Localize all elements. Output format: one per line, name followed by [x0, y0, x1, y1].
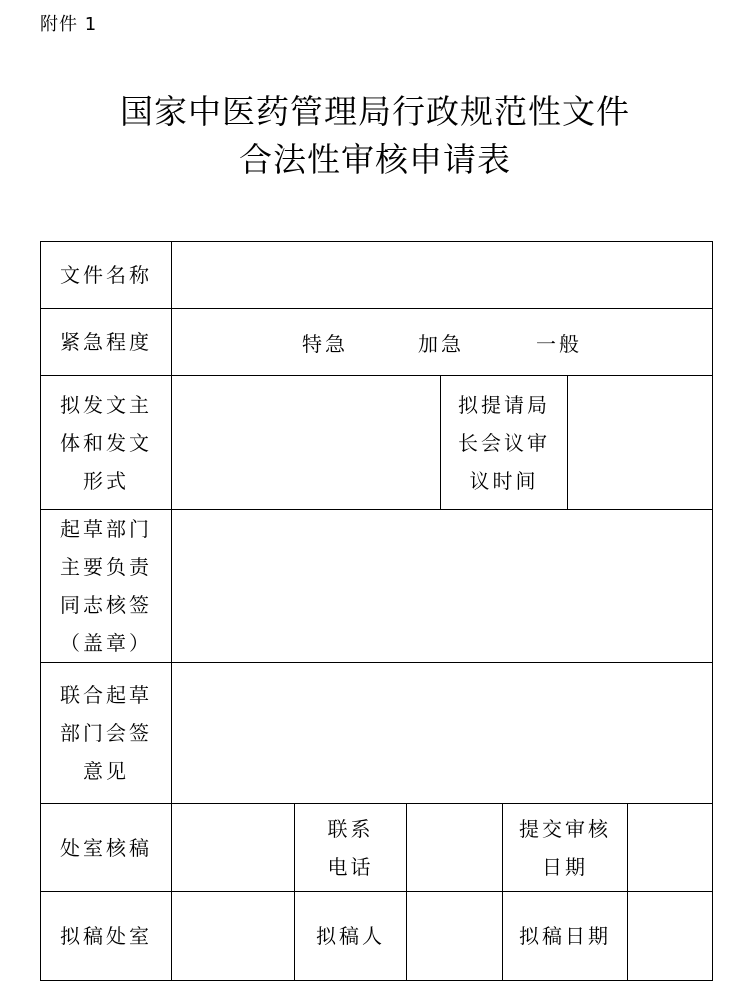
drafting-office-field[interactable]: [172, 892, 295, 981]
drafter-field[interactable]: [407, 892, 503, 981]
row-office-review: [41, 804, 713, 892]
file-name-field[interactable]: [172, 242, 713, 309]
dept-sign-label: 起草部门主要负责同志核签（盖章）: [60, 517, 152, 655]
file-name-label-cell: [41, 242, 172, 309]
row-dept-sign: [41, 510, 713, 663]
meeting-time-label-cell: [441, 376, 568, 510]
issuer-label-cell: [41, 376, 172, 510]
meeting-time-label: 拟提请局长会议审议时间: [458, 392, 550, 493]
dept-sign-label-cell: [41, 510, 172, 663]
joint-opinion-label: 联合起草部门会签意见: [60, 683, 152, 783]
contact-phone-label-cell: [295, 804, 407, 892]
drafting-office-label-cell: [41, 892, 172, 981]
contact-phone-field[interactable]: [407, 804, 503, 892]
row-joint-opinion: [41, 663, 713, 804]
dept-sign-field[interactable]: [172, 510, 713, 663]
submit-date-field[interactable]: [628, 804, 713, 892]
drafter-label-cell: [295, 892, 407, 981]
attachment-label: 附件 1: [40, 14, 98, 35]
draft-date-label: 拟稿日期: [519, 924, 611, 948]
office-review-label-cell: [41, 804, 172, 892]
urgency-options: [172, 309, 713, 376]
draft-date-label-cell: [503, 892, 628, 981]
submit-date-label-cell: [503, 804, 628, 892]
page-title: 国家中医药管理局行政规范性文件: [120, 92, 630, 131]
meeting-time-field[interactable]: [568, 376, 713, 510]
page-subtitle: 合法性审核申请表: [239, 140, 511, 179]
row-issuer: [41, 376, 713, 510]
row-file-name: [41, 242, 713, 309]
row-drafting-office: [41, 892, 713, 981]
joint-opinion-label-cell: [41, 663, 172, 804]
row-urgency: [41, 309, 713, 376]
urgency-option-normal[interactable]: 一般: [536, 331, 582, 356]
joint-opinion-field[interactable]: [172, 663, 713, 804]
urgency-option-urgent[interactable]: 加急: [418, 331, 464, 356]
urgency-option-extra-urgent[interactable]: 特急: [302, 331, 348, 356]
urgency-label-cell: [41, 309, 172, 376]
contact-phone-label: 联系电话: [327, 816, 374, 879]
urgency-label: 紧急程度: [60, 330, 152, 354]
office-review-field[interactable]: [172, 804, 295, 892]
draft-date-field[interactable]: [628, 892, 713, 981]
office-review-label: 处室核稿: [60, 835, 152, 860]
issuer-label: 拟发文主体和发文形式: [60, 392, 152, 493]
submit-date-label: 提交审核日期: [519, 816, 611, 879]
issuer-field[interactable]: [172, 376, 441, 510]
drafting-office-label: 拟稿处室: [60, 924, 152, 948]
application-form-table: [40, 241, 713, 981]
drafter-label: 拟稿人: [316, 924, 385, 948]
file-name-label: 文件名称: [60, 263, 152, 287]
